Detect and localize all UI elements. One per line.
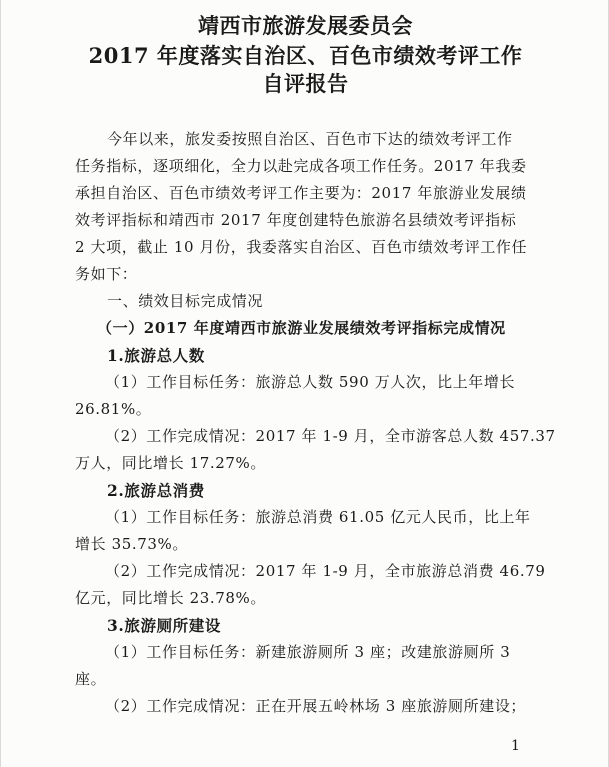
subsection-heading: （一）2017 年度靖西市旅游业发展绩效考评指标完成情况	[97, 319, 506, 337]
item2-target-line-1: （1）工作目标任务：旅游总消费 61.05 亿元人民币，比上年	[105, 508, 531, 526]
item3-target-line-2: 座。	[75, 670, 107, 688]
item1-target-line-2: 26.81%。	[75, 400, 152, 418]
page-number: 1	[511, 738, 520, 754]
intro-line-3: 承担自治区、百色市绩效考评工作主要为：2017 年旅游业发展绩	[75, 184, 527, 202]
intro-line-1: 今年以来，旅发委按照自治区、百色市下达的绩效考评工作	[107, 130, 513, 148]
intro-line-5: 2 大项，截止 10 月份，我委落实自治区、百色市绩效考评工作任	[75, 238, 528, 256]
intro-line-2: 任务指标，逐项细化，全力以赴完成各项工作任务。2017 年我委	[75, 157, 527, 175]
title-line-3: 自评报告	[262, 71, 349, 96]
intro-line-6: 务如下：	[75, 265, 138, 283]
intro-line-4: 效考评指标和靖西市 2017 年度创建特色旅游名县绩效考评指标	[75, 211, 517, 229]
title-line-1: 靖西市旅游发展委员会	[198, 13, 413, 38]
item1-heading: 1.旅游总人数	[107, 346, 205, 365]
item3-heading: 3.旅游厕所建设	[107, 616, 221, 635]
item1-target-line-1: （1）工作目标任务：旅游总人数 590 万人次，比上年增长	[105, 373, 516, 391]
item1-done-line-1: （2）工作完成情况：2017 年 1-9 月，全市游客总人数 457.37	[105, 427, 556, 445]
title-line-2: 2017 年度落实自治区、百色市绩效考评工作	[88, 43, 523, 68]
item2-target-line-2: 增长 35.73%。	[75, 535, 188, 553]
item1-done-line-2: 万人，同比增长 17.27%。	[75, 454, 266, 472]
section-heading: 一、绩效目标完成情况	[107, 292, 264, 310]
item3-target-line-1: （1）工作目标任务：新建旅游厕所 3 座；改建旅游厕所 3	[105, 643, 511, 661]
item2-done-line-1: （2）工作完成情况：2017 年 1-9 月，全市旅游总消费 46.79	[105, 562, 546, 580]
item3-done-line-1: （2）工作完成情况：正在开展五岭林场 3 座旅游厕所建设；	[105, 697, 527, 715]
item2-done-line-2: 亿元，同比增长 23.78%。	[75, 589, 266, 607]
item2-heading: 2.旅游总消费	[107, 481, 205, 500]
